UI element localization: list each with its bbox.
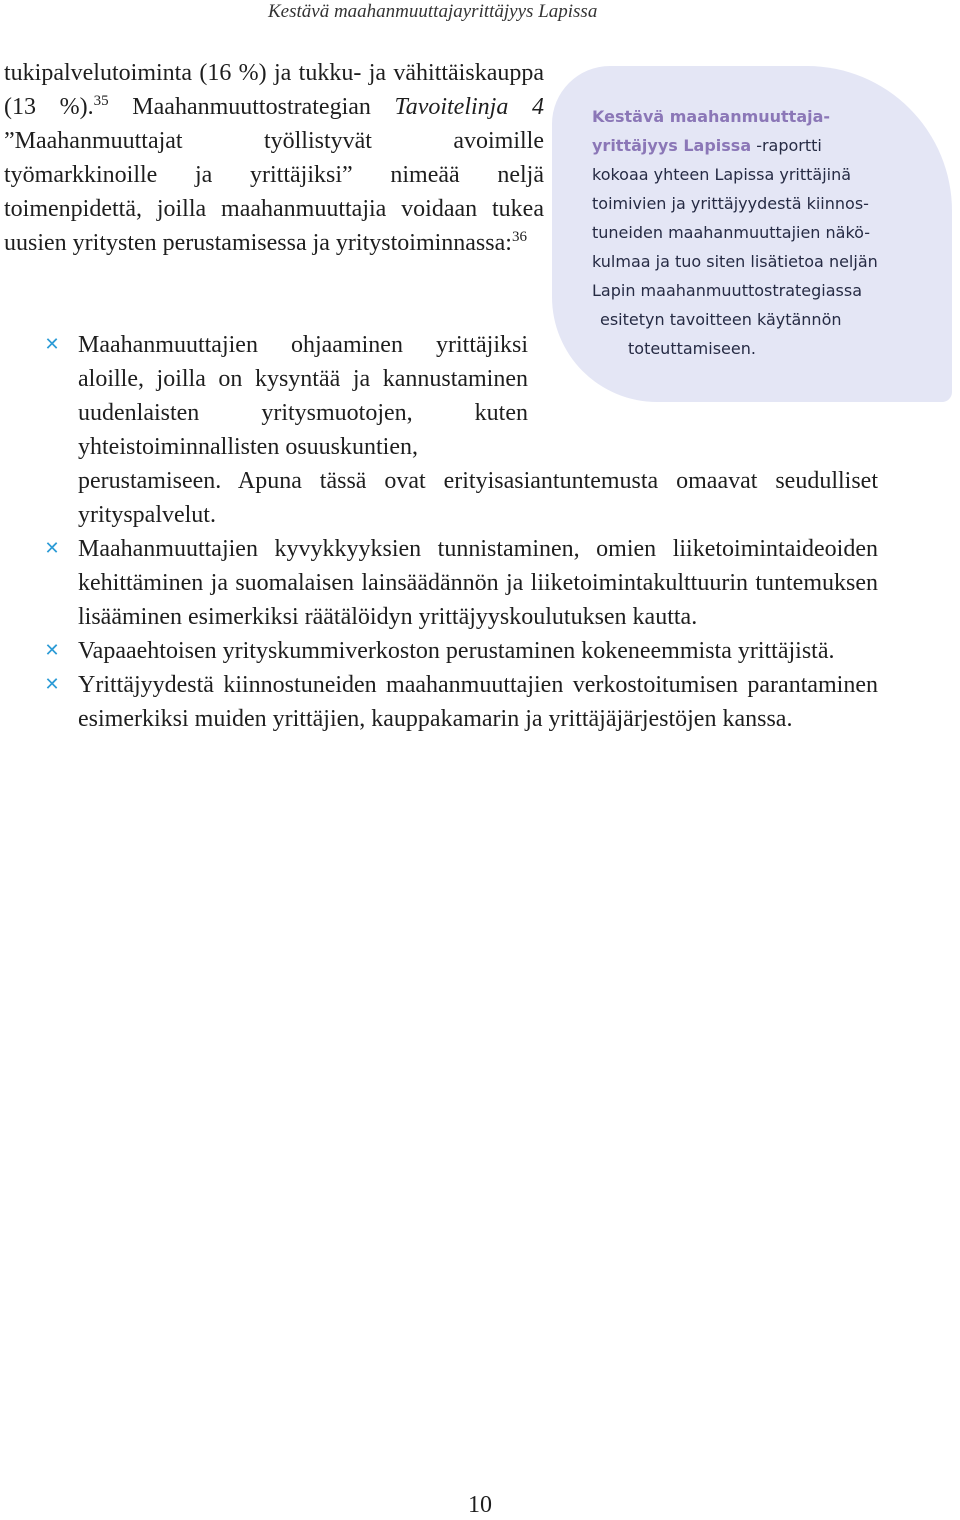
callout-title-line-1: Kestävä maahanmuuttaja- [592, 107, 831, 126]
list-item [0, 328, 880, 532]
list-item-text-continued: perustamiseen. Apuna tässä ovat erityisasiantuntemusta omaavat seudulliset yrityspalvelut. [78, 468, 878, 528]
running-header: Kestävä maahanmuuttajayrittäjyys Lapissa [268, 1, 598, 22]
callout-line-9: toteuttamiseen. [628, 339, 756, 358]
list-item-text: Maahanmuuttajien ohjaaminen yrittäjiksi aloille, joilla on kysyntää ja kannustaminen uudenlaisten yritysmuotojen, kuten yhteistoiminnallisten osuuskuntien, [78, 332, 528, 460]
list-item-text: Vapaaehtoisen yrityskummiverkoston perustaminen kokeneemmista yrittäjistä. [78, 638, 835, 664]
callout-line-6: kulmaa ja tuo siten lisätietoa neljän [592, 252, 878, 271]
page-number: 10 [468, 1492, 492, 1518]
list-item-text: Yrittäjyydestä kiinnostuneiden maahanmuuttajien verkostoitumisen parantaminen esimerkiksi muiden yrittäjien, kauppakamarin ja yrittäjäjärjestöjen kanssa. [78, 672, 878, 732]
footnote-ref-36[interactable]: 36 [511, 229, 527, 245]
callout-line-5: tuneiden maahanmuuttajien näkö- [592, 223, 871, 242]
list-item-text: Maahanmuuttajien kyvykkyyksien tunnistaminen, omien liiketoimintaideoiden kehittäminen ja suomalaisen lainsäädännön ja liiketoimintakulttuurin tuntemuksen lisääminen esimerkiksi räätälöidyn yrittäjyyskoulutuksen kautta. [78, 536, 878, 630]
intro-paragraph [4, 56, 544, 260]
list-item [0, 634, 880, 668]
callout-line-3: kokoaa yhteen Lapissa yrittäjinä [592, 165, 852, 184]
cross-icon: ✕ [44, 334, 60, 355]
intro-text-1: tukipalvelutoiminta (16 %) ja tukku- ja vähittäiskauppa (13 %). [4, 60, 544, 120]
list-item [0, 668, 880, 736]
callout-line-8: esitetyn tavoitteen käytännön [600, 310, 842, 329]
cross-icon: ✕ [44, 538, 60, 559]
list-item [0, 532, 880, 634]
callout-text [592, 102, 932, 363]
callout-line-7: Lapin maahanmuuttostrategiassa [592, 281, 863, 300]
footnote-ref-35[interactable]: 35 [93, 93, 109, 109]
callout-line-4: toimivien ja yrittäjyydestä kiinnos- [592, 194, 869, 213]
intro-text-2: Maahanmuuttostrategian [108, 94, 395, 120]
intro-italic-ref: Tavoitelinja 4 [394, 94, 544, 120]
intro-text-3: ”Maahanmuuttajat työllistyvät avoimille työmarkkinoille ja yrittäjiksi” nimeää neljä toimenpidettä, joilla maahanmuuttajia voidaan tukea uusien yritysten perustamisessa ja yritystoiminnassa: [4, 128, 544, 256]
cross-icon: ✕ [44, 640, 60, 661]
measures-list [0, 328, 880, 736]
callout-report-suffix: -raportti [751, 136, 822, 155]
callout-line-2 [592, 131, 932, 160]
callout-title-line-2: yrittäjyys Lapissa [592, 136, 752, 155]
cross-icon: ✕ [44, 674, 60, 695]
